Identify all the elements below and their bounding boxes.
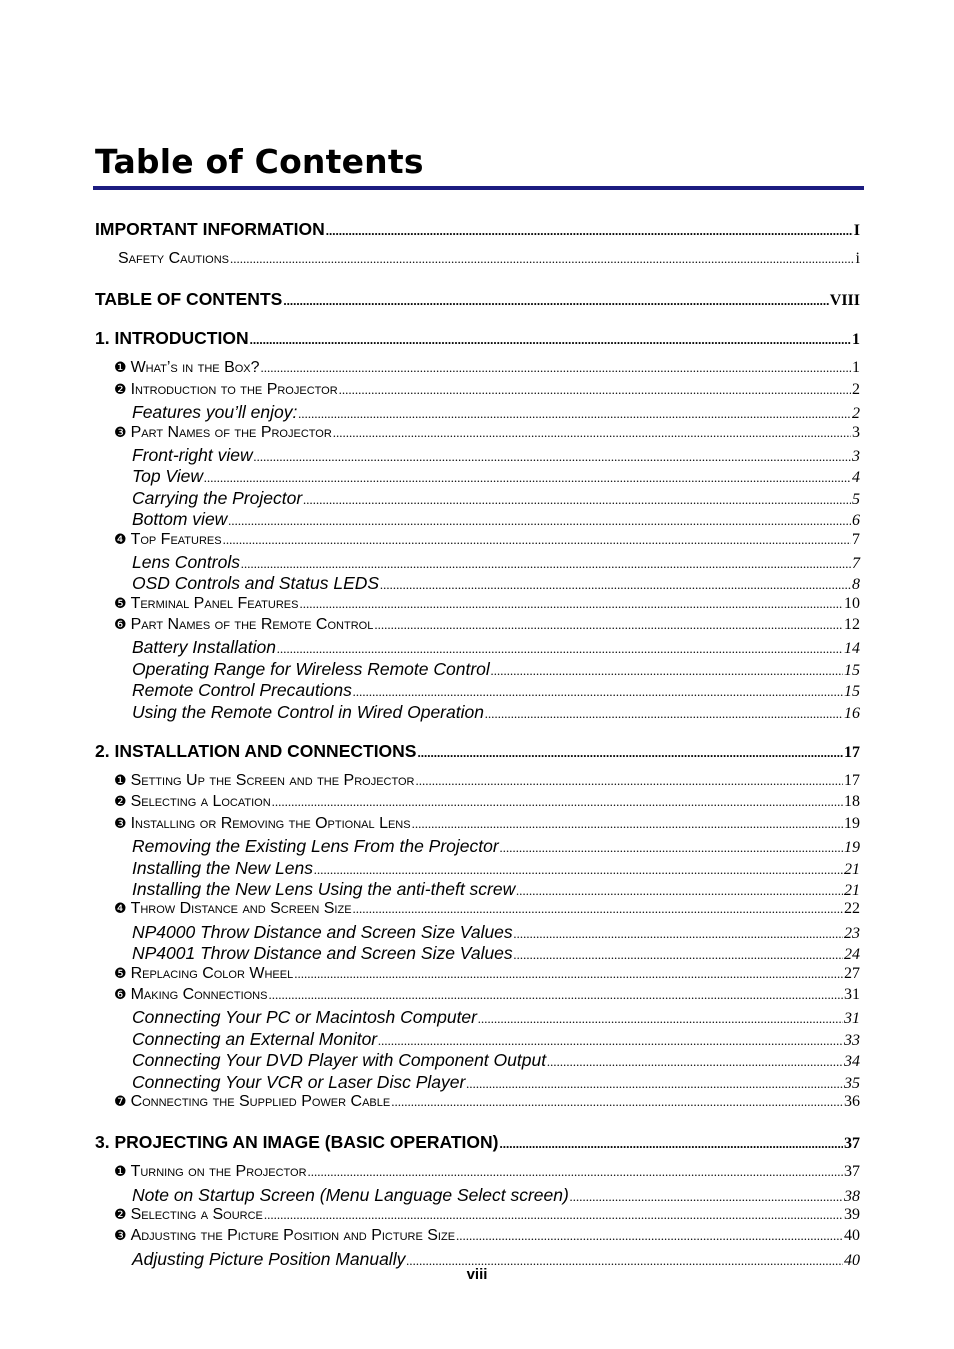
dot-leader (268, 987, 843, 1003)
dot-leader (353, 901, 843, 917)
dot-leader (303, 492, 851, 508)
dot-leader (241, 556, 851, 572)
toc-entry[interactable] (95, 858, 860, 879)
toc-entry-page: 34 (844, 1053, 860, 1071)
toc-entry-page: 31 (844, 1010, 860, 1028)
toc-entry[interactable] (95, 1029, 860, 1050)
dot-leader (230, 251, 855, 267)
toc-entry-title: NP4000 Throw Distance and Screen Size Values (132, 921, 513, 942)
page-title: Table of Contents (95, 142, 424, 181)
toc-entry[interactable] (95, 965, 860, 986)
toc-entry[interactable] (95, 680, 860, 701)
dot-leader (570, 1189, 843, 1205)
toc-bullet-icon: ❶ (114, 360, 127, 377)
toc-entry-page: 40 (844, 1251, 860, 1269)
toc-entry-page: 31 (844, 985, 860, 1003)
toc-entry-page: 17 (844, 744, 860, 762)
toc-entry-title: Part Names of the Projector (130, 423, 332, 441)
toc-entry-page: 15 (844, 661, 860, 679)
toc-entry[interactable] (95, 836, 860, 857)
toc-entry[interactable] (95, 616, 860, 637)
toc-entry[interactable] (95, 772, 860, 793)
toc-entry-page: 6 (852, 512, 860, 530)
dot-leader (417, 745, 843, 761)
toc-entry-page: 7 (852, 530, 860, 548)
toc-entry-page: 15 (844, 683, 860, 701)
dot-leader (294, 966, 843, 982)
dot-leader (353, 684, 843, 700)
dot-leader (314, 862, 843, 878)
dot-leader (277, 641, 843, 657)
toc-entry-title: Turning on the Projector (130, 1163, 307, 1181)
toc-entry-page: 33 (844, 1031, 860, 1049)
dot-leader (374, 617, 843, 633)
dot-leader (514, 947, 843, 963)
toc-entry-page: 8 (852, 576, 860, 594)
toc-entry-title: Top Features (130, 530, 222, 548)
toc-entry-page: 12 (844, 616, 860, 634)
toc-entry-title: Installing the New Lens Using the anti-theft screw (132, 878, 516, 899)
toc-entry-title: Safety Cautions (118, 250, 230, 267)
toc-entry[interactable] (95, 509, 860, 530)
toc-entry-title: Lens Controls (132, 551, 240, 572)
toc-bullet-icon: ❸ (114, 815, 127, 832)
dot-leader (500, 840, 843, 856)
toc-entry[interactable] (95, 702, 860, 723)
dot-leader (228, 513, 851, 529)
toc-entry[interactable] (95, 637, 860, 658)
toc-entry-page: i (855, 250, 860, 267)
dot-leader (416, 773, 843, 789)
dot-leader (412, 816, 843, 832)
toc-entry[interactable] (95, 466, 860, 487)
toc-entry-title: Connecting an External Monitor (132, 1028, 378, 1049)
toc-bullet-icon: ❷ (114, 794, 127, 811)
toc-entry[interactable] (95, 250, 860, 271)
toc-entry-title: 1. INTRODUCTION (95, 328, 249, 349)
toc-entry[interactable] (95, 879, 860, 900)
dot-leader (333, 425, 851, 441)
toc-entry-title: Connecting Your DVD Player with Component Output (132, 1050, 547, 1071)
dot-leader (264, 1207, 843, 1223)
toc-bullet-icon: ❸ (114, 424, 127, 441)
toc-entry[interactable] (95, 289, 860, 310)
toc-entry-title: Connecting the Supplied Power Cable (130, 1092, 391, 1110)
toc-entry-title: 2. INSTALLATION AND CONNECTIONS (95, 741, 417, 762)
toc-entry[interactable] (95, 1007, 860, 1028)
dot-leader (491, 663, 843, 679)
dot-leader (516, 883, 843, 899)
toc-entry-page: 14 (844, 640, 860, 658)
toc-entry-title: Connecting Your PC or Macintosh Computer (132, 1007, 477, 1028)
toc-bullet-icon: ❷ (114, 381, 127, 398)
toc-entry-title: TABLE OF CONTENTS (95, 289, 283, 310)
toc-entry-page: I (853, 222, 860, 239)
toc-entry-title: Front-right view (132, 444, 253, 465)
toc-entry-title: Introduction to the Projector (130, 380, 338, 398)
toc-bullet-icon: ❻ (114, 986, 127, 1003)
toc-entry-title: Replacing Color Wheel (130, 964, 294, 982)
toc-entry-title: Operating Range for Wireless Remote Control (132, 658, 490, 679)
toc-entry-title: Bottom view (132, 509, 228, 530)
toc-entry-page: 38 (844, 1187, 860, 1205)
toc-entry[interactable] (95, 1132, 860, 1153)
dot-leader (339, 382, 851, 398)
toc-entry-title: What’s in the Box? (130, 359, 260, 377)
dot-leader (298, 406, 851, 422)
toc-entry[interactable] (95, 741, 860, 762)
toc-entry-page: 24 (844, 946, 860, 964)
toc-entry-title: Battery Installation (132, 637, 276, 658)
toc-bullet-icon: ❷ (114, 1207, 127, 1224)
toc-entry-page: 27 (844, 964, 860, 982)
toc-entry-title: Top View (132, 466, 204, 487)
toc-entry-page: 23 (844, 924, 860, 942)
toc-entry[interactable] (95, 986, 860, 1007)
toc-entry[interactable] (95, 1163, 860, 1184)
table-of-contents (95, 219, 860, 1270)
toc-entry[interactable] (95, 922, 860, 943)
toc-entry[interactable] (95, 1185, 860, 1206)
dot-leader (380, 577, 851, 593)
dot-leader (299, 596, 843, 612)
toc-entry-title: OSD Controls and Status LEDS (132, 573, 380, 594)
dot-leader (514, 926, 843, 942)
toc-bullet-icon: ❺ (114, 595, 127, 612)
toc-entry-title: Note on Startup Screen (Menu Language Select screen) (132, 1184, 569, 1205)
dot-leader (478, 1011, 843, 1027)
toc-entry-page: VIII (829, 292, 860, 310)
toc-entry[interactable] (95, 531, 860, 552)
toc-entry-page: 10 (844, 594, 860, 612)
toc-entry-title: NP4001 Throw Distance and Screen Size Values (132, 943, 513, 964)
dot-leader (485, 706, 843, 722)
dot-leader (466, 1076, 843, 1092)
toc-entry[interactable] (95, 1072, 860, 1093)
toc-entry-title: 3. PROJECTING AN IMAGE (BASIC OPERATION) (95, 1132, 499, 1153)
toc-entry[interactable] (95, 943, 860, 964)
dot-leader (272, 794, 843, 810)
dot-leader (283, 293, 828, 309)
dot-leader (308, 1164, 843, 1180)
toc-entry[interactable] (95, 1227, 860, 1248)
toc-entry[interactable] (95, 1093, 860, 1114)
toc-entry-title: Using the Remote Control in Wired Operation (132, 701, 484, 722)
toc-entry-title: IMPORTANT INFORMATION (95, 219, 325, 239)
toc-entry-page: 37 (844, 1163, 860, 1181)
toc-entry-title: Making Connections (130, 985, 268, 1003)
toc-entry[interactable] (95, 1206, 860, 1227)
dot-leader (456, 1228, 843, 1244)
toc-entry-title: Selecting a Location (130, 793, 271, 811)
toc-entry[interactable] (95, 1050, 860, 1071)
dot-leader (223, 532, 851, 548)
toc-entry-page: 40 (844, 1227, 860, 1245)
toc-entry-title: Removing the Existing Lens From the Projector (132, 836, 499, 857)
toc-entry-page: 3 (852, 423, 860, 441)
title-rule (93, 186, 864, 190)
dot-leader (254, 449, 851, 465)
toc-entry-page: 18 (844, 793, 860, 811)
toc-bullet-icon: ❼ (114, 1093, 127, 1110)
toc-entry-page: 22 (844, 900, 860, 918)
toc-entry[interactable] (95, 219, 860, 240)
toc-entry-title: Adjusting the Picture Position and Picture Size (130, 1227, 456, 1245)
toc-entry-title: Features you’ll enjoy: (132, 402, 298, 423)
toc-entry-title: Connecting Your VCR or Laser Disc Player (132, 1071, 466, 1092)
toc-entry-title: Carrying the Projector (132, 487, 303, 508)
dot-leader (378, 1033, 843, 1049)
toc-entry-page: 4 (852, 469, 860, 487)
toc-entry-title: Installing the New Lens (132, 857, 313, 878)
toc-bullet-icon: ❹ (114, 531, 127, 548)
toc-entry[interactable] (95, 793, 860, 814)
toc-entry-page: 16 (844, 704, 860, 722)
dot-leader (391, 1094, 843, 1110)
toc-entry-title: Throw Distance and Screen Size (130, 900, 352, 918)
toc-bullet-icon: ❻ (114, 617, 127, 634)
toc-entry-page: 2 (852, 380, 860, 398)
toc-entry-page: 3 (852, 447, 860, 465)
toc-entry[interactable] (95, 402, 860, 423)
page-number: viii (466, 1266, 488, 1283)
dot-leader (547, 1054, 843, 1070)
toc-entry[interactable] (95, 900, 860, 921)
toc-entry[interactable] (95, 552, 860, 573)
toc-entry-page: 19 (844, 839, 860, 857)
toc-entry-page: 19 (844, 814, 860, 832)
dot-leader (261, 360, 851, 376)
toc-entry[interactable] (95, 573, 860, 594)
toc-bullet-icon: ❹ (114, 901, 127, 918)
toc-entry[interactable] (95, 595, 860, 616)
toc-bullet-icon: ❺ (114, 965, 127, 982)
toc-entry-page: 2 (852, 405, 860, 423)
toc-entry[interactable] (95, 445, 860, 466)
toc-entry[interactable] (95, 328, 860, 349)
dot-leader (204, 470, 851, 486)
dot-leader (500, 1136, 844, 1152)
toc-entry-title: Selecting a Source (130, 1206, 263, 1224)
toc-entry-page: 37 (844, 1135, 860, 1153)
toc-entry-page: 1 (852, 359, 860, 377)
toc-entry-page: 5 (852, 490, 860, 508)
toc-entry-title: Adjusting Picture Position Manually (132, 1248, 406, 1269)
toc-entry-title: Setting Up the Screen and the Projector (130, 772, 415, 790)
toc-entry-title: Terminal Panel Features (130, 594, 299, 612)
toc-entry-page: 1 (852, 331, 860, 349)
toc-entry-title: Installing or Removing the Optional Lens (130, 814, 411, 832)
toc-entry-title: Part Names of the Remote Control (130, 616, 374, 634)
toc-entry[interactable] (95, 659, 860, 680)
toc-entry-page: 36 (844, 1092, 860, 1110)
toc-entry[interactable] (95, 359, 860, 380)
toc-entry-page: 7 (852, 554, 860, 572)
toc-entry[interactable] (95, 488, 860, 509)
toc-bullet-icon: ❶ (114, 1164, 127, 1181)
toc-bullet-icon: ❶ (114, 773, 127, 790)
dot-leader (250, 332, 851, 348)
toc-bullet-icon: ❸ (114, 1228, 127, 1245)
toc-entry-page: 39 (844, 1206, 860, 1224)
toc-entry-page: 21 (844, 881, 860, 899)
toc-entry-page: 35 (844, 1074, 860, 1092)
toc-entry-page: 17 (844, 772, 860, 790)
toc-entry-title: Remote Control Precautions (132, 680, 352, 701)
toc-entry[interactable] (95, 815, 860, 836)
dot-leader (326, 223, 853, 239)
toc-entry[interactable] (95, 424, 860, 445)
toc-entry-page: 21 (844, 860, 860, 878)
toc-entry[interactable] (95, 381, 860, 402)
